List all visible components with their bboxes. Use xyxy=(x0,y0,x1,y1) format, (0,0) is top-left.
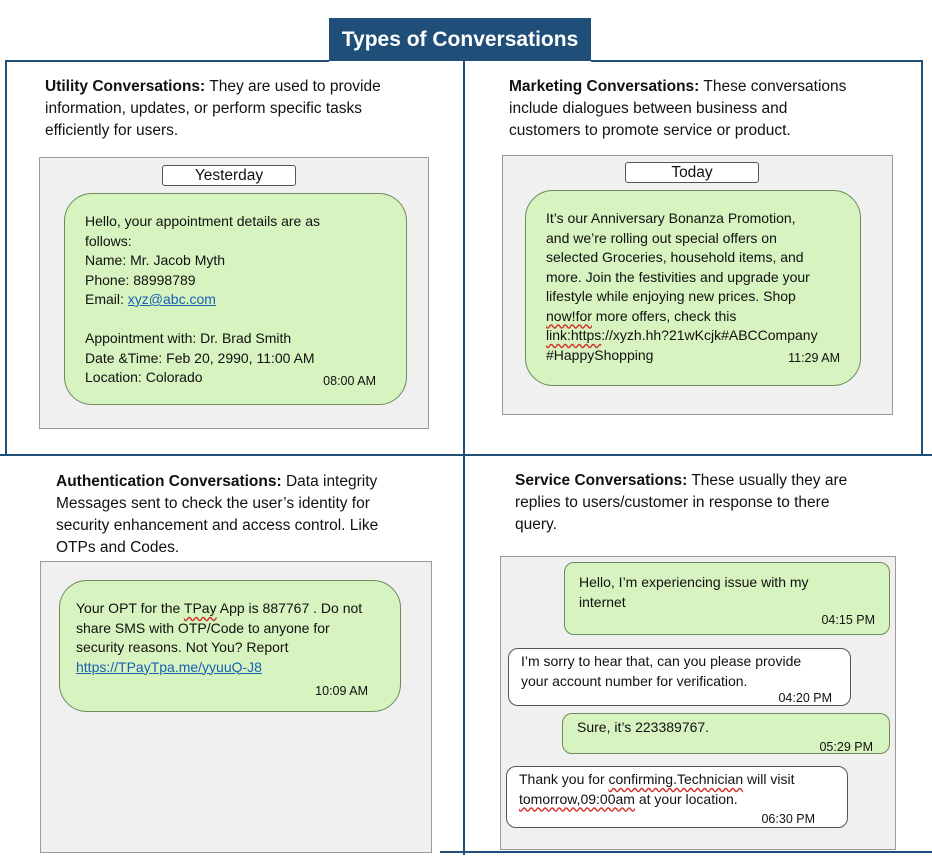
authentication-description: Authentication Conversations: Data integrity Messages sent to check the user’s identity for security enhancement and access control. Like OTPs and Codes. xyxy=(56,473,379,556)
marketing-date-pill: Today xyxy=(625,162,759,183)
utility-date-pill: Yesterday xyxy=(162,165,296,186)
marketing-description: Marketing Conversations: These conversations include dialogues between business and customers to promote service or product. xyxy=(509,78,847,139)
service-message-user-1: Hello, I’m experiencing issue with my internet 04:15 PM xyxy=(564,562,890,635)
utility-email-link[interactable]: xyz@abc.com xyxy=(127,291,216,307)
authentication-timestamp: 10:09 AM xyxy=(315,684,368,698)
service-heading: Service Conversations: xyxy=(515,472,688,489)
utility-message-bubble: Hello, your appointment details are as follows: Name: Mr. Jacob Myth Phone: 88998789 Email: xyz@abc.com Appointment with: Dr. Brad Smith Date &Time: Feb 20, 2990, 11:00 AM Location: Colorado 08:00 AM xyxy=(64,193,407,405)
frame-left xyxy=(5,60,7,456)
frame-bottom-right xyxy=(463,851,932,853)
marketing-message-bubble: It’s our Anniversary Bonanza Promotion, and we’re rolling out special offers on selected Groceries, household items, and more. Join the festivities and upgrade your lifestyle while enjoying new prices. Shop now!for more offers, check this link:https://xyzh.hh?21wKcjk#ABCCompany #HappyShopping 11:29 AM xyxy=(525,190,861,386)
diagram-title: Types of Conversations xyxy=(329,18,591,61)
utility-heading: Utility Conversations: xyxy=(45,78,206,95)
service-timestamp-3: 05:29 PM xyxy=(819,740,873,754)
authentication-report-link[interactable]: https://TPayTpa.me/yyuuQ-J8 xyxy=(76,658,262,675)
service-message-agent-1: I’m sorry to hear that, can you please provide your account number for verification. 04:20 PM xyxy=(508,648,851,706)
frame-bottom-left-stub xyxy=(440,851,465,853)
frame-right xyxy=(921,60,923,456)
utility-description: Utility Conversations: They are used to provide information, updates, or perform specific tasks efficiently for users. xyxy=(45,78,381,139)
service-timestamp-2: 04:20 PM xyxy=(778,691,832,705)
frame-top-left xyxy=(5,60,329,62)
frame-top-right xyxy=(591,60,923,62)
service-message-agent-2: Thank you for confirming.Technician will visit tomorrow,09:00am at your location. 06:30 PM xyxy=(506,766,848,828)
service-description: Service Conversations: These usually they are replies to users/customer in response to there query. xyxy=(515,472,848,533)
utility-timestamp: 08:00 AM xyxy=(323,374,376,388)
marketing-heading: Marketing Conversations: xyxy=(509,78,700,95)
frame-middle-horizontal xyxy=(0,454,932,456)
frame-center-vertical xyxy=(463,60,465,855)
service-timestamp-1: 04:15 PM xyxy=(821,613,875,627)
service-message-user-2: Sure, it’s 223389767. 05:29 PM xyxy=(562,713,890,754)
service-timestamp-4: 06:30 PM xyxy=(761,812,815,826)
authentication-heading: Authentication Conversations: xyxy=(56,473,282,490)
marketing-timestamp: 11:29 AM xyxy=(788,351,840,365)
authentication-message-bubble: Your OPT for the TPay App is 887767 . Do not share SMS with OTP/Code to anyone for security reasons. Not You? Report https://TPayTpa.me/yyuuQ-J8 10:09 AM xyxy=(59,580,401,712)
